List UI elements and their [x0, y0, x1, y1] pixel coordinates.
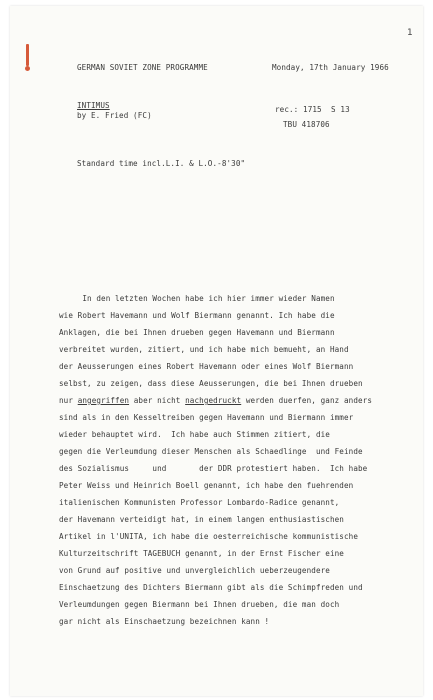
tbu-reference: TBU 418706	[283, 120, 330, 129]
body-line: der Havemann verteidigt hat, in einem langen enthusiastischen	[59, 515, 344, 524]
standard-time-line: Standard time incl.L.I. & L.O.-8'30"	[77, 159, 246, 168]
body-line	[59, 396, 372, 405]
body-line: Anklagen, die bei Ihnen drueben gegen Havemann und Biermann	[59, 328, 335, 337]
programme-heading: GERMAN SOVIET ZONE PROGRAMME	[77, 63, 208, 72]
document-page	[10, 6, 423, 696]
recording-reference: rec.: 1715 S 13	[275, 105, 350, 114]
body-line: der Aeusserungen eines Robert Havemann oder eines Wolf Biermann	[59, 362, 354, 371]
body-line: italienischen Kommunisten Professor Lombardo-Radice genannt,	[59, 498, 340, 507]
body-line: In den letzten Wochen habe ich hier immer wieder Namen	[59, 294, 335, 303]
red-dot-mark	[25, 66, 30, 71]
author-byline: by E. Fried (FC)	[77, 111, 152, 120]
body-line: von Grund auf positive und unvergleichlich ueberzeugendere	[59, 566, 330, 575]
underlined-word: nachgedruckt	[185, 396, 242, 405]
document-title: INTIMUS	[77, 101, 110, 110]
body-line: Artikel in l'UNITA, ich habe die oesterreichische kommunistische	[59, 532, 358, 541]
body-line: Peter Weiss und Heinrich Boell genannt, ich habe den fuehrenden	[59, 481, 354, 490]
body-line: selbst, zu zeigen, dass diese Aeusserungen, die bei Ihnen drueben	[59, 379, 363, 388]
body-line: gar nicht als Einschaetzung bezeichnen kann !	[59, 617, 270, 626]
body-line: Verleumdungen gegen Biermann bei Ihnen drueben, die man doch	[59, 600, 340, 609]
body-text-segment: nur	[59, 396, 78, 405]
body-text-segment: werden duerfen, ganz anders	[241, 396, 373, 405]
body-line: Kulturzeitschrift TAGEBUCH genannt, in der Ernst Fischer eine	[59, 549, 344, 558]
body-line: des Sozialismus und der DDR protestiert haben. Ich habe	[59, 464, 368, 473]
body-line: sind als in den Kesseltreiben gegen Havemann und Biermann immer	[59, 413, 354, 422]
body-line: wieder behauptet wird. Ich habe auch Stimmen zitiert, die	[59, 430, 330, 439]
body-line: verbreitet wurden, zitiert, und ich habe mich bemueht, an Hand	[59, 345, 349, 354]
underlined-word: angegriffen	[77, 396, 130, 405]
body-line: gegen die Verleumdung dieser Menschen als Schaedlinge und Feinde	[59, 447, 363, 456]
broadcast-date: Monday, 17th January 1966	[272, 63, 389, 72]
body-line: wie Robert Havemann und Wolf Biermann genannt. Ich habe die	[59, 311, 335, 320]
red-tick-mark	[26, 44, 29, 66]
body-line: Einschaetzung des Dichters Biermann gibt als die Schimpfreden und	[59, 583, 363, 592]
page-number: 1	[407, 28, 413, 38]
body-text-segment: aber nicht	[129, 396, 186, 405]
